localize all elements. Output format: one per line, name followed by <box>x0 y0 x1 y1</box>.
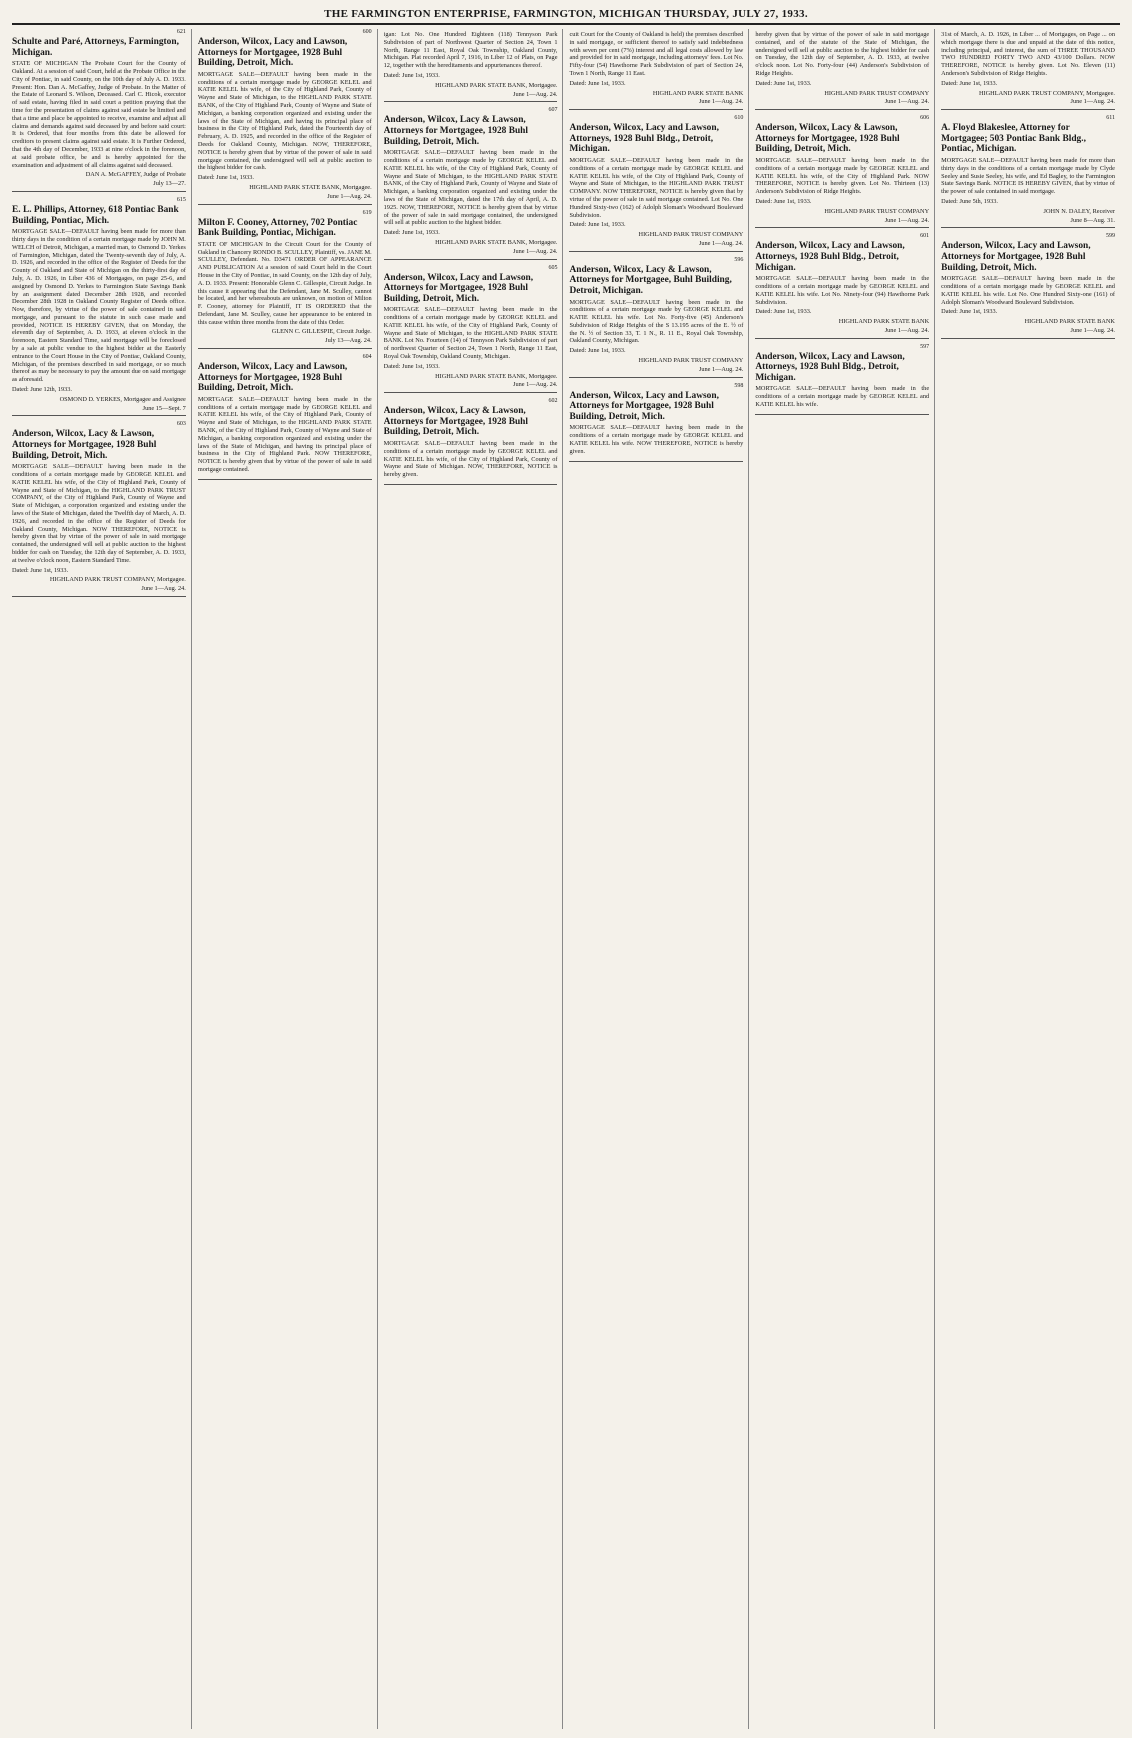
notice-date: Dated: June 1st, 1933. <box>755 197 812 205</box>
notice-heading: Schulte and Paré, Attorneys, Farmington, Michigan. <box>12 37 179 58</box>
notice-signature: HIGHLAND PARK TRUST COMPANY <box>824 89 930 97</box>
notice-number: 598 <box>734 382 744 389</box>
notice-body: MORTGAGE SALE—DEFAULT having been made in the conditions of a certain mortgage made by GEORGE KELEL and KATIE KELEL his wife. Lot No. Ninety-four (94) Hawthorne Park Subdivision. <box>755 275 930 306</box>
notice-signature: HIGHLAND PARK TRUST COMPANY <box>638 231 744 239</box>
notice-body: MORTGAGE SALE—DEFAULT having been made in the conditions of a certain mortgage made by GEORGE KELEL and KATIE KELEL his wife. <box>755 385 930 409</box>
legal-notice <box>198 354 372 480</box>
notice-number: 596 <box>734 256 744 263</box>
notice-run-dates: June 1—Aug. 24. <box>141 585 186 593</box>
legal-notice <box>755 115 929 228</box>
notice-number: 619 <box>362 209 372 216</box>
column <box>12 29 192 1729</box>
notice-signature: JOHN N. DALEY, Receiver <box>1043 207 1115 215</box>
notice-body: MORTGAGE SALE—DEFAULT having been made in the conditions of a certain mortgage made by GEORGE KELEL and KATIE KELEL his wife. Lot No. One Hundred Sixty-one (161) of Adolph Sloman's Woodward Boulevard Subdivision. <box>941 275 1115 306</box>
notice-body: STATE OF MICHIGAN In the Circuit Court for the County of Oakland in Chancery RONDO B. SCULLEY, Plaintiff, vs. JANE M. SCULLEY, Defendant. No. D3471 ORDER OF APPEARANCE AND PUBLICATION At a session of said Court held in the Court House in the City of Pontiac, in said County, on the 12th day of July, A. D. 1933. Present: Honorable Glenn C. Gillespie, Circuit Judge. In this cause it appearing that the Defendant, Jane M. Sculley, cannot be located, and her whereabouts are unknown, on motion of Milton F. Cooney, attorney for Plaintiff, IT IS ORDERED that the Defendant, Jane M. Sculley, cause her appearance to be entered in this cause within three months from the date of this Order. <box>197 240 372 326</box>
notice-heading: Anderson, Wilcox, Lacy & Lawson, Attorneys for Mortgagee, 1928 Buhl Building, Detroit, Mich. <box>383 406 528 438</box>
notice-body: MORTGAGE SALE—DEFAULT having been made in the conditions of a certain mortgage made by GEORGE KELEL and KATIE KELEL his wife, of the City of Highland Park, County of Wayne and State of Michigan, to the HIGHLAND PARK STATE BANK, of the City of Highland Park, County of Wayne and State of Michigan, a banking corporation organized and existing under the laws of the State of Michigan, and having its principal place of business in the City of Highland Park. NOW THEREFORE, NOTICE is hereby given that by virtue of the power of sale in said mortgage contained. <box>197 395 372 474</box>
legal-notice <box>941 31 1115 110</box>
notice-run-dates: June 15—Sept. 7 <box>142 404 186 412</box>
legal-notice <box>12 421 186 597</box>
notice-date: Dated: June 12th, 1933. <box>12 386 72 394</box>
notice-signature: HIGHLAND PARK STATE BANK <box>652 89 744 97</box>
legal-notice <box>755 31 929 110</box>
notice-run-dates: June 1—Aug. 24. <box>513 90 558 98</box>
notice-signature: HIGHLAND PARK TRUST COMPANY <box>824 207 930 215</box>
notice-number: 597 <box>920 343 930 350</box>
notice-date: Dated: June 1st, 1933. <box>383 229 440 237</box>
notice-signature: GLENN C. GILLESPIE, Circuit Judge. <box>271 328 372 336</box>
notice-body: 31st of March, A. D. 1926, in Liber ... of Mortgages, on Page ... on which mortgage there is due and unpaid at the date of this notice, including principal, and interest, the sum of THREE THOUSAND TWO HUNDRED FORTY TWO AND 43/100 Dollars. NOW THEREFORE, NOTICE is hereby given. Lot No. Eleven (11) Anderson's Subdivision of Ridge Heights. <box>941 31 1115 77</box>
notice-signature: HIGHLAND PARK STATE BANK, Mortgagee. <box>435 238 558 246</box>
notice-signature: HIGHLAND PARK STATE BANK, Mortgagee. <box>249 183 372 191</box>
legal-notice <box>198 29 372 205</box>
notice-number: 602 <box>548 398 558 405</box>
notice-body: STATE OF MICHIGAN The Probate Court for the County of Oakland. At a session of said Court, held at the Probate Office in the City of Pontiac, in said County, on the 10th day of July A. D. 1933. Present: Hon. Dan A. McGaffey, Judge of Probate. In the Matter of the Estate of Leonard S. Wilson, Deceased. Carl C. Hicok, executor of said estate, having filed in said court a petition praying that the time for the presentation of claims against said estate be limited and that a time and place be appointed to receive, examine and adjust all claims and demands against said deceased by and before said court: It is Ordered, that four months from this date be allowed for creditors to present claims against said estate. It is Further Ordered, that the 4th day of December, 1933 at nine o'clock in the forenoon, at said probate office, be and is hereby appointed for the examination and adjustment of all claims against said deceased. <box>12 60 186 169</box>
notice-number: 610 <box>734 115 744 122</box>
notice-run-dates: July 13—27. <box>153 180 186 188</box>
notice-body: MORTGAGE SALE—DEFAULT having been made in the conditions of a certain mortgage made by GEORGE KELEL and KATIE KELEL his wife, of the City of Highland Park, County of Wayne and State of Michigan, to the HIGHLAND PARK STATE BANK, of the City of Highland Park, County of Wayne and State of Michigan, a banking corporation organized and existing under the laws of the State of Michigan, dated the 17th day of April, A. D. 1925. NOW, THEREFORE, NOTICE is hereby given that by virtue of the power of sale in said mortgage contained, the undersigned will sell at public auction to the highest bidder. <box>383 149 558 227</box>
column <box>384 29 564 1729</box>
notice-number: 603 <box>176 421 186 428</box>
notice-run-dates: June 1—Aug. 24. <box>327 192 372 200</box>
notice-heading: Anderson, Wilcox, Lacy & Lawson, Attorneys for Mortgagee, Buhl Building, Detroit, Michigan. <box>569 264 732 296</box>
notice-heading: E. L. Phillips, Attorney, 618 Pontiac Bank Building, Pontiac, Mich. <box>12 204 179 226</box>
notice-body: cuit Court for the County of Oakland is held) the premises described in said mortgage, or sufficient thereof to satisfy said indebtedness with seven per cent (7%) interest and all legal costs allowed by law and provided for in said mortgage, including attorneys' fees. Lot No. Fifty-four (54) Hawthorne Park Subdivision of part of Section 24, Town 1 North, Range 11 East. <box>569 31 744 77</box>
notice-number: 621 <box>176 29 186 35</box>
notice-number: 599 <box>1105 233 1115 240</box>
notice-heading: Anderson, Wilcox, Lacy and Lawson, Attorneys, 1928 Buhl Bldg., Detroit, Michigan. <box>569 123 719 155</box>
notice-run-dates: June 1—Aug. 24. <box>513 381 558 389</box>
notice-run-dates: June 1—Aug. 24. <box>1070 326 1115 334</box>
legal-notice <box>12 197 186 417</box>
notice-body: MORTGAGE SALE—DEFAULT having been made for more than thirty days in the conditions of a certain mortgage made by Clyde Seeley and Susie Seeley, his wife, and Ed Bagley, to the Farmington State Savings Bank. NOTICE IS HEREBY GIVEN, that by virtue of the power of sale contained in said mortgage. <box>941 156 1115 196</box>
notice-body: MORTGAGE SALE—DEFAULT having been made in the conditions of a certain mortgage made by GEORGE KELEL and KATIE KELEL his wife, of the City of Highland Park, County of Wayne and State of Michigan. NOW, THEREFORE, NOTICE is hereby given. <box>383 440 558 479</box>
notice-signature: HIGHLAND PARK STATE BANK, Mortgagee. <box>435 81 558 89</box>
legal-notice <box>569 257 743 378</box>
notice-date: Dated: June 1st, 1933. <box>755 308 812 316</box>
notice-body: MORTGAGE SALE—DEFAULT having been made in the conditions of a certain mortgage made by GEORGE KELEL and KATIE KELEL his wife, of the City of Highland Park, County of Wayne and State of Michigan, to the HIGHLAND PARK TRUST COMPANY, of the City of Highland Park, County of Wayne and State of Michigan, a corporation organized and existing under the laws of the State of Michigan, dated the Twelfth day of March, A. D. 1926, and recorded in the office of the Register of Deeds for Oakland County, Michigan. NOW THEREFORE, NOTICE is hereby given that by virtue of the power of sale in said mortgage contained, the undersigned will sell at public auction to the highest bidder for cash on Tuesday, the 12th day of September, A. D. 1933, at twelve o'clock noon, Eastern Standard Time. <box>12 463 186 564</box>
notice-date: Dated: June 1st, 1933. <box>569 347 626 355</box>
notice-heading: Anderson, Wilcox, Lacy & Lawson, Attorneys for Mortgagee, 1928 Buhl Building, Detroit, Mich. <box>12 429 157 461</box>
notice-date: Dated: June 1st, 1933. <box>569 221 626 229</box>
notice-signature: OSMOND D. YERKES, Mortgagee and Assignee <box>59 395 186 403</box>
notice-date: Dated: June 1st, 1933. <box>383 71 440 79</box>
notice-signature: DAN A. McGAFFEY, Judge of Probate <box>85 171 186 179</box>
notice-run-dates: June 8—Aug. 31. <box>1070 216 1115 224</box>
masthead: THE FARMINGTON ENTERPRISE, FARMINGTON, MICHIGAN THURSDAY, JULY 27, 1933. <box>12 8 1120 25</box>
notice-body: MORTGAGE SALE—DEFAULT having been made in the conditions of a certain mortgage made by GEORGE KELEL and KATIE KELEL his wife, of the City of Highland Park, County of Wayne and State of Michigan, to the HIGHLAND PARK STATE BANK. Lot No. Fourteen (14) of Tennyson Park Subdivision of part of northwest Quarter of Section 24, Town 1 North, Range 11 East, Royal Oak Township, Oakland County, Michigan. <box>383 306 558 361</box>
notice-heading: Milton F. Cooney, Attorney, 702 Pontiac Bank Building, Pontiac, Michigan. <box>197 217 358 239</box>
notice-heading: Anderson, Wilcox, Lacy and Lawson, Attorneys, 1928 Buhl Bldg., Detroit, Michigan. <box>755 351 905 383</box>
notice-heading: Anderson, Wilcox, Lacy and Lawson, Attorneys for Mortgagee, 1928 Buhl Building, Detroit, Mich. <box>197 362 348 394</box>
notice-signature: HIGHLAND PARK STATE BANK <box>838 318 930 326</box>
notice-date: Dated: June 1st, 1933. <box>755 79 812 87</box>
notice-run-dates: June 1—Aug. 24. <box>884 98 930 106</box>
notice-number: 611 <box>1106 115 1115 122</box>
column <box>569 29 749 1729</box>
notice-number: 604 <box>362 354 372 361</box>
legal-notice <box>755 233 929 338</box>
legal-notice <box>12 29 186 192</box>
notice-run-dates: June 1—Aug. 24. <box>698 239 744 247</box>
notice-body: MORTGAGE SALE—DEFAULT having been made in the conditions of a certain mortgage made by GEORGE KELEL and KATIE KELEL his wife, of the City of Highland Park, County of Wayne and State of Michigan, to the HIGHLAND PARK TRUST COMPANY. NOW THEREFORE, NOTICE is hereby given that by virtue of the power of sale in said mortgage contained. Lot No. One Hundred Sixty-two (162) of Adolph Sloman's Woodward Boulevard Subdivision. <box>569 156 744 219</box>
notice-heading: Anderson, Wilcox, Lacy & Lawson, Attorneys for Mortgagee, 1928 Buhl Building, Detroit, Mich. <box>383 115 528 147</box>
notice-heading: Anderson, Wilcox, Lacy & Lawson, Attorneys for Mortgagee, 1928 Buhl Building, Detroit, Mich. <box>755 123 900 155</box>
notice-signature: HIGHLAND PARK TRUST COMPANY, Mortgagee. <box>49 576 186 584</box>
notice-heading: Anderson, Wilcox, Lacy and Lawson, Attorneys for Mortgagee, 1928 Buhl Building, Detroit, Mich. <box>569 390 719 422</box>
notice-heading: Anderson, Wilcox, Lacy and Lawson, Attorneys for Mortgagee, 1928 Buhl Building, Detroit, Mich. <box>197 37 348 69</box>
notice-run-dates: June 1—Aug. 24. <box>698 98 744 106</box>
legal-notice <box>569 383 743 462</box>
notice-date: Dated: June 1st, 1933. <box>569 79 626 87</box>
column <box>941 29 1120 1729</box>
notice-body: MORTGAGE SALE—DEFAULT having been made in the conditions of a certain mortgage made by GEORGE KELEL and KATIE KELEL his wife. Lot No. Forty-five (45) Anderson's Subdivision of Ridge Heights of the S 13.195 acres of the E. ½ of the N. ½ of Section 33, T. 1 N., R. 11 E., Royal Oak Township, Oakland County, Michigan. <box>569 298 744 345</box>
legal-notice <box>384 107 558 259</box>
legal-notice <box>755 344 929 415</box>
notice-number: 600 <box>362 29 372 35</box>
notice-run-dates: June 1—Aug. 24. <box>884 326 930 334</box>
notice-run-dates: June 1—Aug. 24. <box>884 216 930 224</box>
notice-date: Dated: June 1st, 1933. <box>12 566 69 574</box>
legal-notice <box>941 115 1115 228</box>
notice-date: Dated: June 1st, 1933. <box>941 308 998 316</box>
legal-notice <box>569 115 743 252</box>
notice-signature: HIGHLAND PARK STATE BANK, Mortgagee. <box>435 372 558 380</box>
legal-notice <box>198 210 372 350</box>
notice-date: Dated: June 1st, 1933. <box>197 174 254 182</box>
notice-number: 606 <box>920 115 930 122</box>
legal-notice <box>384 31 558 102</box>
notice-number: 607 <box>548 107 558 114</box>
notice-signature: HIGHLAND PARK STATE BANK <box>1024 318 1115 326</box>
notice-body: igan: Lot No. One Hundred Eighteen (118) Tennyson Park Subdivision of part of Northwest Quarter of Section 24, Town 1 North, Range 11 East, Royal Oak Township, Oakland County, Michigan. Plat recorded April 7, 1916, in Liber 12 of Plats, on Page 12, together with the hereditaments and appurtenances thereof. <box>383 31 558 70</box>
column <box>198 29 378 1729</box>
legal-notice <box>569 31 743 110</box>
columns-container <box>12 29 1120 1729</box>
notice-body: MORTGAGE SALE—DEFAULT having been made for more than thirty days in the condition of a certain mortgage made by JOHN M. WELCH of Detroit, Michigan, a married man, to Osmond D. Yerkes of Farmington, Michigan, dated the Twenty-seventh day of July, A. D. 1926, and recorded in the office of the Register of Deeds for the County of Oakland and State of Michigan on the thirty-first day of July, A. D. 1926, in Liber 436 of Mortgages, on page 25-6, and assigned by Osmond D. Yerkes to Farmington State Savings Bank by an assignment dated December 28th 1928, and recorded December 28th 1928 in Oakland County Register of Deeds office. Now, therefore, by virtue of the power of sale contained in said mortgage, and pursuant to the statute in such case made and provided, NOTICE IS HEREBY GIVEN, that on Monday, the eleventh day of September, A. D. 1933, at eleven o'clock in the forenoon, Eastern Standard Time, said mortgage will be foreclosed by a sale at public vendue to the highest bidder at the Easterly entrance to the Court House in the City of Pontiac, Oakland County, Michigan, of the premises described in said mortgage, or so much thereof as may be necessary to pay the amount due on said mortgage as aforesaid. <box>12 228 186 384</box>
notice-body: hereby given that by virtue of the power of sale in said mortgage contained, and of the statute of the State of Michigan, the undersigned will sell at public auction to the highest bidder for cash on Tuesday, the 12th day of September, A. D. 1933, at twelve o'clock noon. Lot No. Forty-four (44) Anderson's Subdivision of Ridge Heights. <box>755 31 930 77</box>
notice-body: MORTGAGE SALE—DEFAULT having been made in the conditions of a certain mortgage made by GEORGE KELEL and KATIE KELEL his wife. NOW THEREFORE, NOTICE is hereby given. <box>569 424 744 455</box>
notice-signature: HIGHLAND PARK TRUST COMPANY, Mortgagee. <box>978 89 1115 97</box>
notice-number: 601 <box>920 233 930 240</box>
notice-run-dates: June 1—Aug. 24. <box>1070 98 1115 106</box>
legal-notice <box>384 398 558 485</box>
notice-number: 615 <box>176 196 186 203</box>
notice-run-dates: July 13—Aug. 24. <box>325 337 372 345</box>
notice-date: Dated: June 1st, 1933. <box>383 362 440 370</box>
notice-date: Dated: June 5th, 1933. <box>941 197 998 205</box>
notice-run-dates: June 1—Aug. 24. <box>513 247 558 255</box>
notice-heading: Anderson, Wilcox, Lacy and Lawson, Attorneys for Mortgagee, 1928 Buhl Building, Detroit, Mich. <box>941 241 1091 273</box>
notice-date: Dated: June 1st, 1933. <box>941 79 998 87</box>
notice-heading: A. Floyd Blakeslee, Attorney for Mortgagee; 503 Pontiac Bank Bldg., Pontiac, Michigan. <box>941 123 1086 155</box>
notice-body: MORTGAGE SALE—DEFAULT having been made in the conditions of a certain mortgage made by GEORGE KELEL and KATIE KELEL his wife, of the City of Highland Park. NOW THEREFORE, NOTICE is hereby given. Lot No. Thirteen (13) Anderson's Subdivision of Ridge Heights. <box>755 156 930 196</box>
notice-heading: Anderson, Wilcox, Lacy and Lawson, Attorneys for Mortgagee, 1928 Buhl Building, Detroit, Mich. <box>383 272 534 304</box>
legal-notice <box>941 233 1115 338</box>
column <box>755 29 935 1729</box>
notice-body: MORTGAGE SALE—DEFAULT having been made in the conditions of a certain mortgage made by GEORGE KELEL and KATIE KELEL his wife, of the City of Highland Park, County of Wayne and State of Michigan, to the HIGHLAND PARK STATE BANK, of the City of Highland Park, County of Wayne and State of Michigan, a banking corporation organized and existing under the laws of the State of Michigan, and having its principal place of business in the City of Highland Park, dated the Fourteenth day of February, A. D. 1925, and recorded in the office of the Register of Deeds for Oakland County, Michigan. NOW, THEREFORE, NOTICE is hereby given that by virtue of the power of sale in said mortgage contained, the undersigned will sell at public auction to the highest bidder for cash. <box>197 70 372 172</box>
notice-heading: Anderson, Wilcox, Lacy and Lawson, Attorneys, 1928 Buhl Bldg., Detroit, Michigan. <box>755 241 905 273</box>
notice-number: 605 <box>548 264 558 271</box>
notice-run-dates: June 1—Aug. 24. <box>698 365 744 373</box>
legal-notice <box>384 265 558 394</box>
notice-signature: HIGHLAND PARK TRUST COMPANY <box>638 357 744 365</box>
